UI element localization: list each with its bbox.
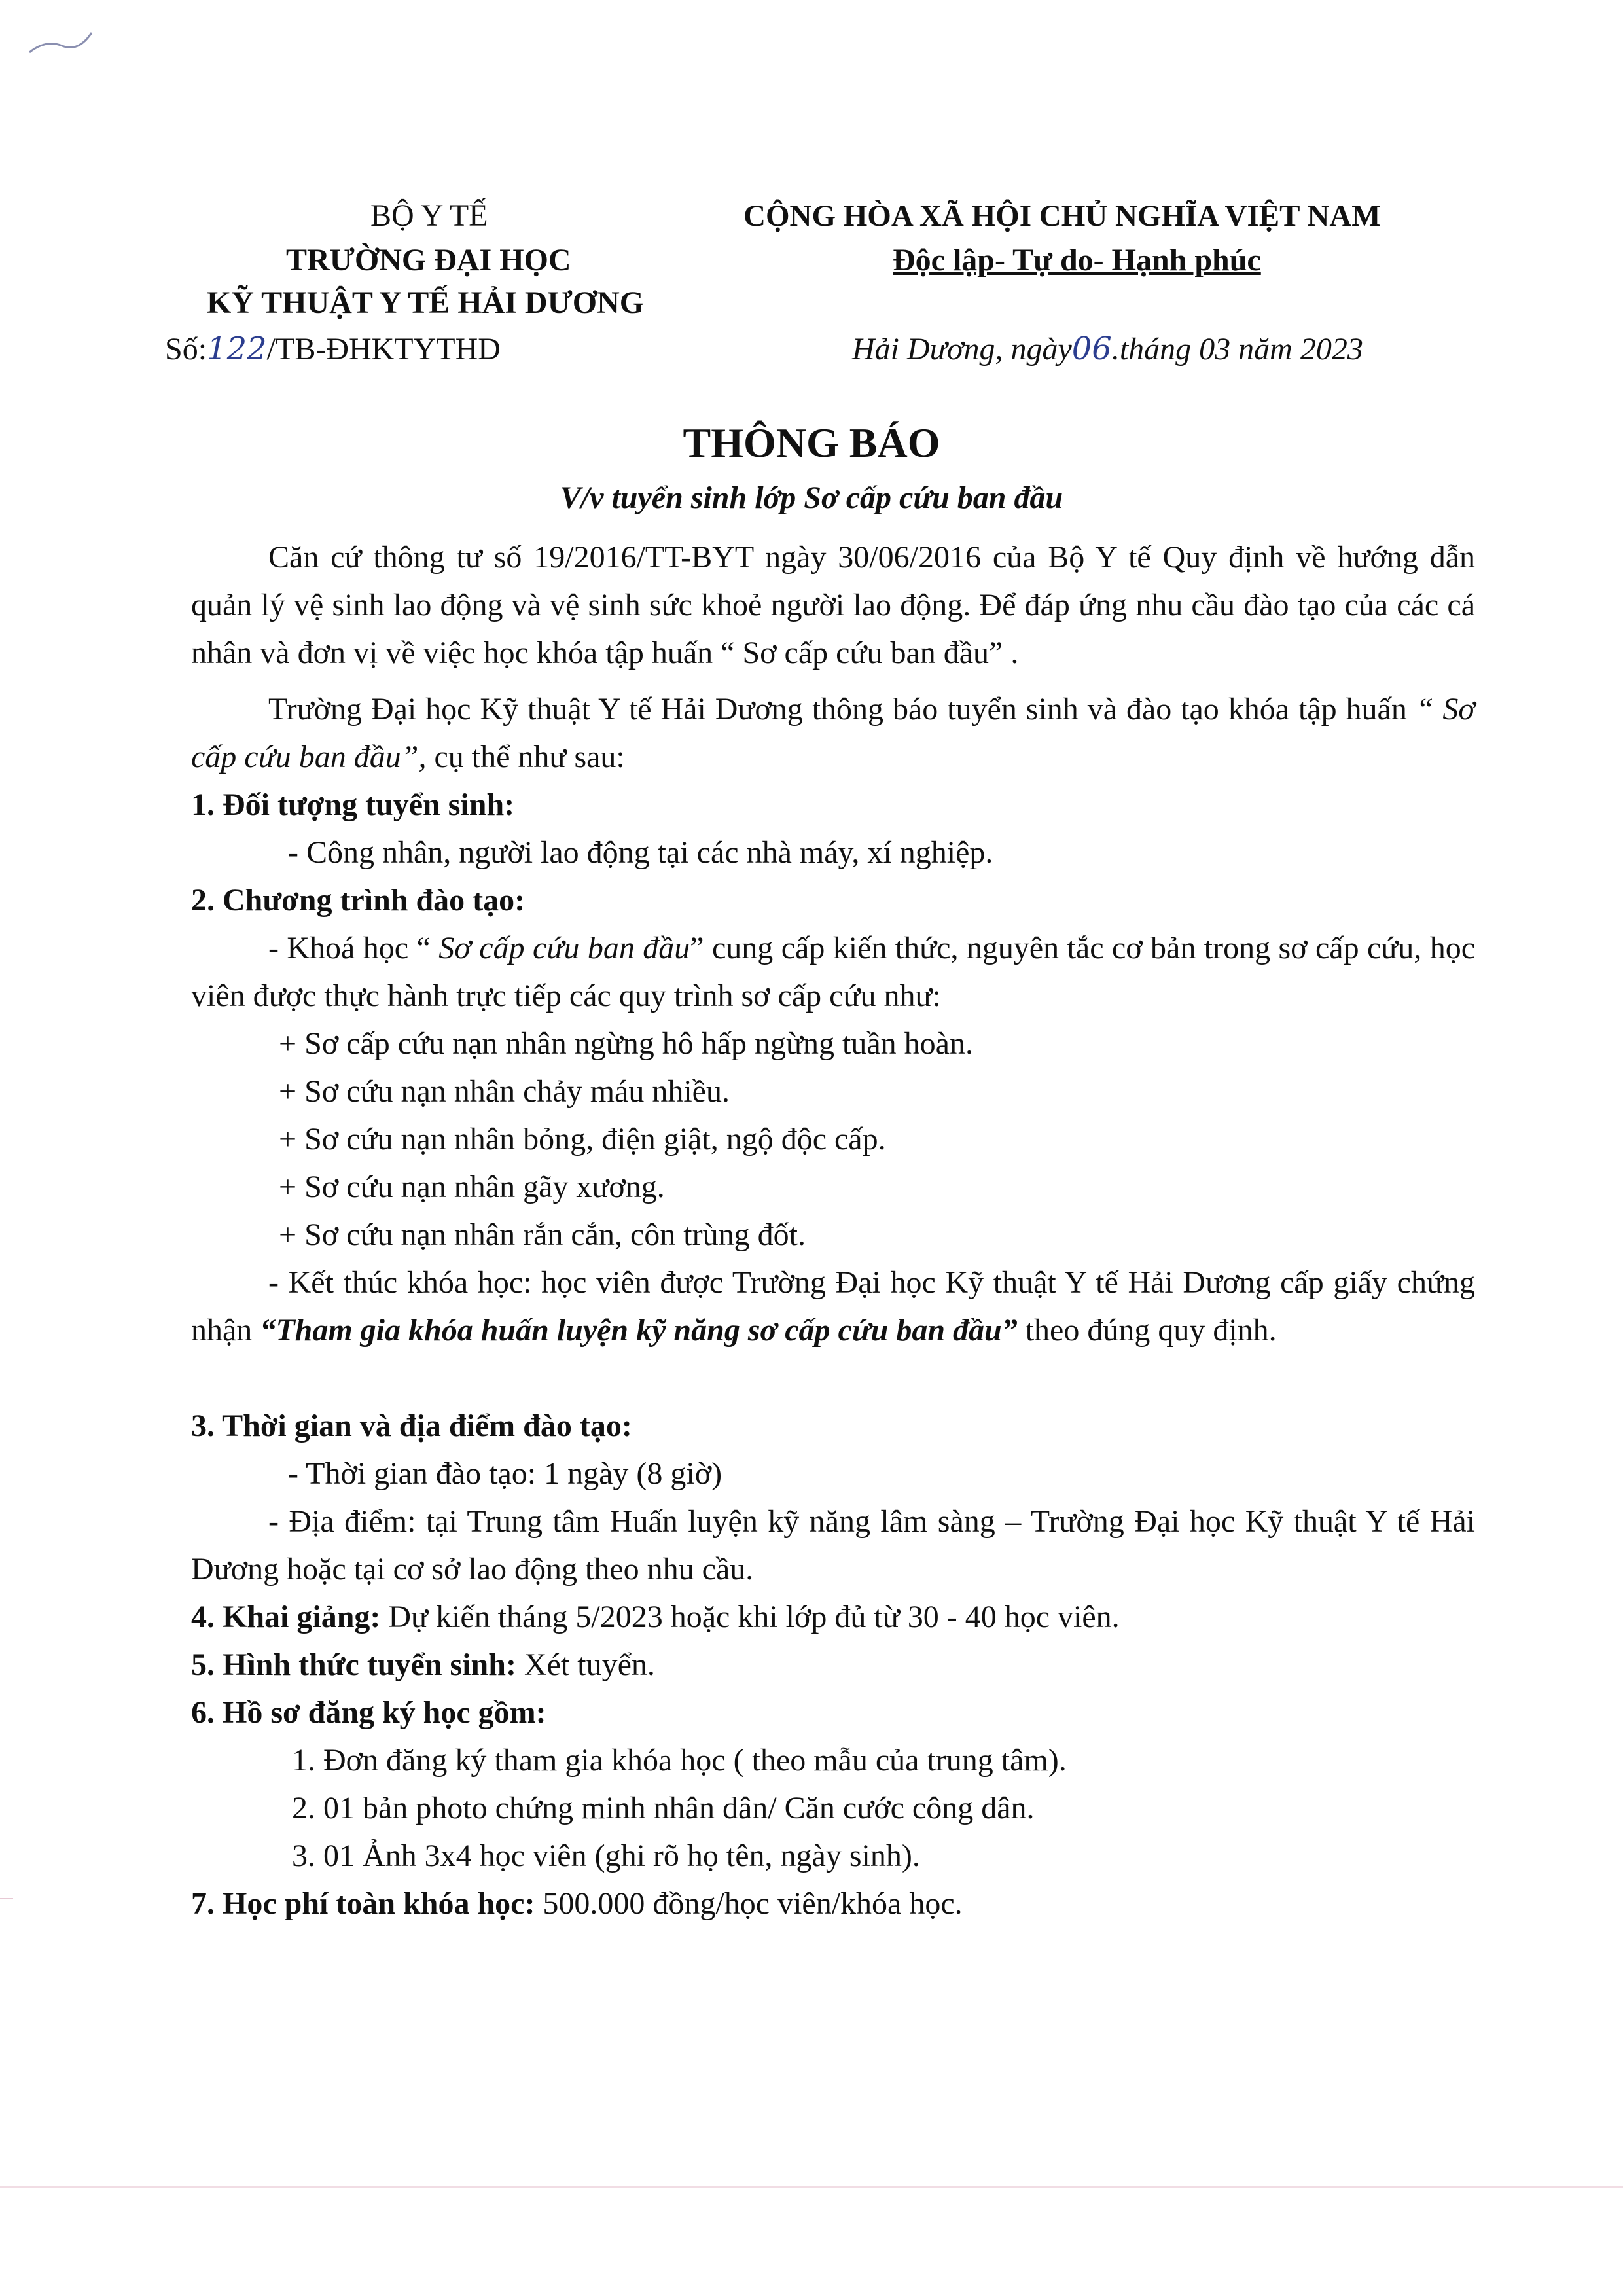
section7-heading: 7. Học phí toàn khóa học: bbox=[191, 1886, 535, 1921]
section5-line bbox=[191, 1641, 655, 1689]
section2-desc-a: - Khoá học “ bbox=[268, 931, 439, 965]
national-motto: Độc lập- Tự do- Hạnh phúc bbox=[893, 243, 1261, 278]
document-number bbox=[165, 329, 501, 369]
issue-date-day: 06 bbox=[1071, 331, 1112, 367]
document-title: THÔNG BÁO bbox=[683, 420, 940, 466]
issue-date bbox=[852, 329, 1363, 369]
section2-description bbox=[191, 924, 1475, 1020]
section7-text: 500.000 đồng/học viên/khóa học. bbox=[535, 1886, 963, 1921]
section2-certificate-name: “Tham gia khóa huấn luyện kỹ năng sơ cấp cứu ban đầu” bbox=[260, 1313, 1018, 1348]
section3-heading: 3. Thời gian và địa điểm đào tạo: bbox=[191, 1408, 632, 1443]
section6-item: 1. Đơn đăng ký tham gia khóa học ( theo mẫu của trung tâm). bbox=[292, 1743, 1067, 1778]
document-number-prefix: Số: bbox=[165, 332, 207, 367]
country-name: CỘNG HÒA XÃ HỘI CHỦ NGHĨA VIỆT NAM bbox=[743, 199, 1381, 233]
document-number-handwritten: 122 bbox=[207, 331, 267, 367]
handwritten-mark-icon bbox=[26, 26, 98, 59]
section3-time: - Thời gian đào tạo: 1 ngày (8 giờ) bbox=[288, 1456, 722, 1491]
issue-date-prefix: Hải Dương, ngày bbox=[852, 332, 1072, 367]
section2-completion-a: - Kết thúc khóa học: học viên được Trường Đại học Kỹ thuật Y tế Hải Dương cấp giấy chứng nhận bbox=[191, 1265, 1475, 1348]
announce-course-name: “ Sơ cấp cứu ban đầu”, bbox=[191, 692, 1476, 774]
section6-heading: 6. Hồ sơ đăng ký học gồm: bbox=[191, 1695, 546, 1730]
section2-bullet: + Sơ cứu nạn nhân gãy xương. bbox=[279, 1170, 665, 1204]
section4-text: Dự kiến tháng 5/2023 hoặc khi lớp đủ từ 30 - 40 học viên. bbox=[380, 1600, 1120, 1634]
section3-place: - Địa điểm: tại Trung tâm Huấn luyện kỹ năng lâm sàng – Trường Đại học Kỹ thuật Y tế Hải Dương hoặc tại cơ sở lao động theo nhu cầu. bbox=[191, 1504, 1475, 1587]
section7-line bbox=[191, 1880, 963, 1928]
section2-heading: 2. Chương trình đào tạo: bbox=[191, 883, 526, 918]
section5-text: Xét tuyển. bbox=[516, 1647, 655, 1682]
section5-heading: 5. Hình thức tuyển sinh: bbox=[191, 1647, 516, 1682]
document-number-suffix: /TB-ĐHKTYTHD bbox=[266, 332, 501, 367]
section4-heading: 4. Khai giảng: bbox=[191, 1600, 381, 1634]
scan-margin-mark bbox=[0, 1898, 13, 1899]
intro-paragraph: Căn cứ thông tư số 19/2016/TT-BYT ngày 30/06/2016 của Bộ Y tế Quy định về hướng dẫn quản lý vệ sinh lao động và vệ sinh sức khoẻ người lao động. Để đáp ứng nhu cầu đào tạo của các cá nhân và đơn vị về việc học khóa tập huấn “ Sơ cấp cứu ban đầu” . bbox=[191, 540, 1475, 670]
section1-item: - Công nhân, người lao động tại các nhà máy, xí nghiệp. bbox=[288, 835, 993, 870]
section2-completion bbox=[191, 1259, 1475, 1354]
section2-completion-b: theo đúng quy định. bbox=[1017, 1313, 1277, 1348]
section2-desc-b: ” cung cấp kiến thức, nguyên tắc cơ bản trong sơ cấp cứu, học viên được thực hành trực tiếp các quy trình sơ cấp cứu như: bbox=[191, 931, 1476, 1013]
section6-item: 3. 01 Ảnh 3x4 học viên (ghi rõ họ tên, ngày sinh). bbox=[292, 1839, 920, 1873]
section4-line bbox=[191, 1593, 1120, 1641]
section2-bullet: + Sơ cứu nạn nhân chảy máu nhiều. bbox=[279, 1074, 730, 1109]
issue-date-suffix: .tháng 03 năm 2023 bbox=[1111, 332, 1363, 367]
section2-course-name: Sơ cấp cứu ban đầu bbox=[438, 931, 690, 965]
announce-paragraph bbox=[191, 685, 1475, 781]
document-subtitle: V/v tuyển sinh lớp Sơ cấp cứu ban đầu bbox=[560, 480, 1063, 515]
announce-tail: cụ thể như sau: bbox=[426, 740, 625, 774]
scan-edge-line bbox=[0, 2186, 1623, 2188]
university-name-line2: KỸ THUẬT Y TẾ HẢI DƯƠNG bbox=[207, 285, 645, 320]
section2-bullet: + Sơ cấp cứu nạn nhân ngừng hô hấp ngừng tuần hoàn. bbox=[279, 1026, 973, 1061]
section2-bullet: + Sơ cứu nạn nhân bỏng, điện giật, ngộ độc cấp. bbox=[279, 1122, 886, 1157]
section2-bullet: + Sơ cứu nạn nhân rắn cắn, côn trùng đốt. bbox=[279, 1217, 806, 1252]
university-name-line1: TRƯỜNG ĐẠI HỌC bbox=[286, 243, 571, 278]
section1-heading: 1. Đối tượng tuyển sinh: bbox=[191, 787, 515, 822]
announce-lead: Trường Đại học Kỹ thuật Y tế Hải Dương thông báo tuyển sinh và đào tạo khóa tập huấn bbox=[268, 692, 1407, 726]
section6-item: 2. 01 bản photo chứng minh nhân dân/ Căn cước công dân. bbox=[292, 1791, 1035, 1825]
ministry-name: BỘ Y TẾ bbox=[370, 198, 488, 233]
